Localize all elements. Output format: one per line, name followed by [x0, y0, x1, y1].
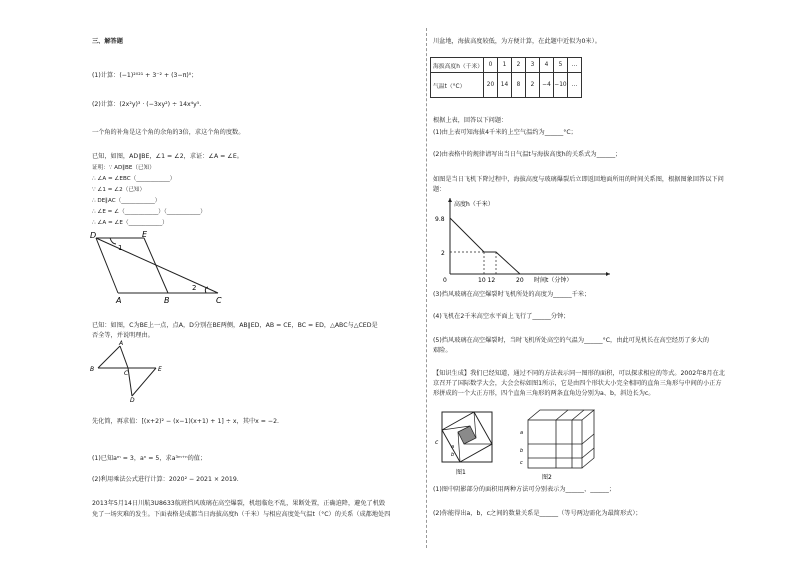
label-c: C: [216, 296, 222, 305]
q5-line2: 否全等，并说明理由。: [92, 332, 154, 339]
q7-part2: (2)利用乘法公式进行计算：2020² − 2021 × 2019.: [92, 476, 239, 483]
graph-intro: 如图是当日飞机下降过程中，海拔高度与玻璃爆裂后立即返回地面所用的时间关系图，根据图象回答以下问: [433, 176, 724, 183]
r1-text: (1)由上表可知海拔4千米的上空气温约为______°C；: [433, 129, 577, 136]
q2-text: (2)计算：(2x²y)³ · (−3xy²) ÷ 14x⁴y⁵.: [92, 101, 202, 108]
table-cell: 2: [526, 73, 540, 98]
r4-text: (4)飞机在2千米高空水平面上飞行了______分钟；: [433, 313, 570, 320]
figure-caption: 图2: [542, 474, 552, 481]
table-cell: …: [568, 73, 582, 98]
q5-line1: 已知：如图，C为BE上一点，点A，D分别在BE两侧，AB∥ED，AB = CE，BC = ED，△ABC与△CED是: [92, 322, 378, 329]
q7-part1: (1)已知aᵐ = 3，aⁿ = 5，求a³ᵐ⁺ⁿ的值；: [92, 455, 207, 462]
geometry-figure-1: [88, 230, 228, 305]
pythagoras-square-figure: [434, 408, 494, 480]
label-d: D: [130, 397, 135, 402]
table-cell: 1: [498, 58, 512, 73]
table-question-intro: 根据上表，回答以下问题：: [433, 117, 508, 124]
geometry-figure-2: [88, 340, 168, 402]
table-cell: 3: [526, 58, 540, 73]
table-cell: 8: [512, 73, 526, 98]
label-c: C: [124, 370, 129, 377]
angle-label-2: 2: [192, 284, 197, 292]
y-tick-label: 2: [441, 250, 445, 257]
q4-intro: 已知，如图，AD∥BE，∠1 = ∠2，求证：∠A = ∠E。: [92, 153, 243, 160]
q4-step: ∵ ∠1 = ∠2（已知）: [92, 187, 146, 193]
table-cell: 2: [512, 58, 526, 73]
r2-text: (2)由表格中的规律请写出当日气温t与海拔高度h的关系式为______；: [433, 151, 622, 158]
knowledge-line1: 【知识生成】我们已经知道，通过不同的方法表示同一图形的面积，可以探求相应的等式。2002年8月在北: [433, 370, 725, 377]
q4-step: 证明：∵ AD∥BE（已知）: [92, 165, 155, 171]
table-header-temperature: 气温t（°C）: [431, 73, 484, 98]
table-header-height: 海拔高度h（千米）: [431, 58, 484, 73]
q4-step: ∴ ∠A = ∠E（____________）: [92, 220, 168, 226]
knowledge-line3: 形拼成的一个大正方形，四个直角三角形的两条直角边分别为a、b，斜边长为c。: [433, 390, 655, 397]
table-cell: 20: [484, 73, 498, 98]
table-cell: 5: [554, 58, 568, 73]
graph-xlabel: 时间t（分钟）: [534, 277, 573, 284]
q4-step: ∴ DE∥AC（____________）: [92, 198, 161, 204]
altitude-temperature-table: [430, 57, 582, 98]
label-e: E: [158, 366, 162, 373]
label-a: A: [116, 296, 122, 305]
label-a: A: [119, 340, 124, 347]
angle-label-1: 1: [118, 244, 123, 252]
column-divider: [426, 28, 427, 548]
label-b: B: [164, 296, 170, 305]
label-b: b: [451, 452, 455, 458]
cube-figure: [516, 406, 598, 482]
label-d: D: [90, 231, 97, 240]
graph-intro-2: 题：: [433, 186, 446, 193]
q4-step: ∴ ∠E = ∠（____________）（____________）: [92, 209, 206, 215]
q8-line2: 免了一场灾难的发生。下面表格是成都当日海拔高度h（千米）与相应高度处气温t（°C）的关系（成都地处四: [92, 511, 391, 518]
q1-text: (1)计算：(−1)²⁰²¹ + 3⁻² + (3−π)⁰；: [92, 72, 198, 79]
label-c: c: [520, 460, 523, 466]
label-b: b: [520, 448, 524, 454]
graph-ylabel: 高度h（千米）: [454, 201, 494, 208]
table-row: [431, 73, 582, 98]
q4-step: ∴ ∠A = ∠EBC（____________）: [92, 176, 176, 182]
k1-text: (1)图中阴影部分的面积用两种方法可分别表示为______、______；: [433, 486, 616, 493]
figure-caption: 图1: [456, 469, 466, 476]
q3-text: 一个角的补角是这个角的余角的3倍，求这个角的度数。: [92, 129, 245, 136]
r5-line2: 艰险。: [433, 347, 452, 354]
r5-line1: (5)挡风玻璃在高空爆裂时，当时飞机所处高空的气温为______°C，由此可见机长在高空经历了多大的: [433, 337, 710, 344]
k2-text: (2)你能得出a，b，c之间的数量关系是______（等号两边需化为最简形式）；: [433, 510, 642, 517]
table-cell: −10: [554, 73, 568, 98]
x-tick-label: 10 12: [478, 277, 496, 284]
table-row: [431, 58, 582, 73]
x-tick-label: 0: [443, 277, 447, 284]
label-a: a: [520, 430, 524, 436]
table-cell: 14: [498, 73, 512, 98]
section-title: 三、解答题: [92, 38, 123, 45]
table-cell: −4: [540, 73, 554, 98]
r3-text: (3)挡风玻璃在高空爆裂时飞机所处的高度为______千米；: [433, 291, 591, 298]
label-b: B: [90, 366, 95, 373]
table-cell: 4: [540, 58, 554, 73]
label-c: c: [435, 439, 439, 446]
label-e: E: [142, 230, 148, 239]
y-tick-label: 9.8: [435, 216, 445, 223]
q8-line1: 2013年5月14日川航3U8633航班挡风玻璃在高空爆裂，机组临危不乱，果断处置，正确迫降，避免了机毁: [92, 500, 386, 507]
q6-text: 先化简，再求值：[(x+2)² − (x−1)(x+1) + 1] ÷ x，其中x = −2.: [92, 418, 280, 425]
label-a: a: [451, 444, 455, 450]
table-cell: 0: [484, 58, 498, 73]
table-cell: …: [568, 58, 582, 73]
table-context: 川盆地，海拔高度较低，为方便计算，在此题中近似为0米）。: [433, 38, 601, 45]
x-tick-label: 20: [516, 277, 524, 284]
altitude-time-graph: [430, 192, 620, 287]
knowledge-line2: 京召开了国际数学大会，大会会标如图1所示，它是由四个形状大小完全相同的直角三角形与中间的小正方: [433, 380, 722, 387]
